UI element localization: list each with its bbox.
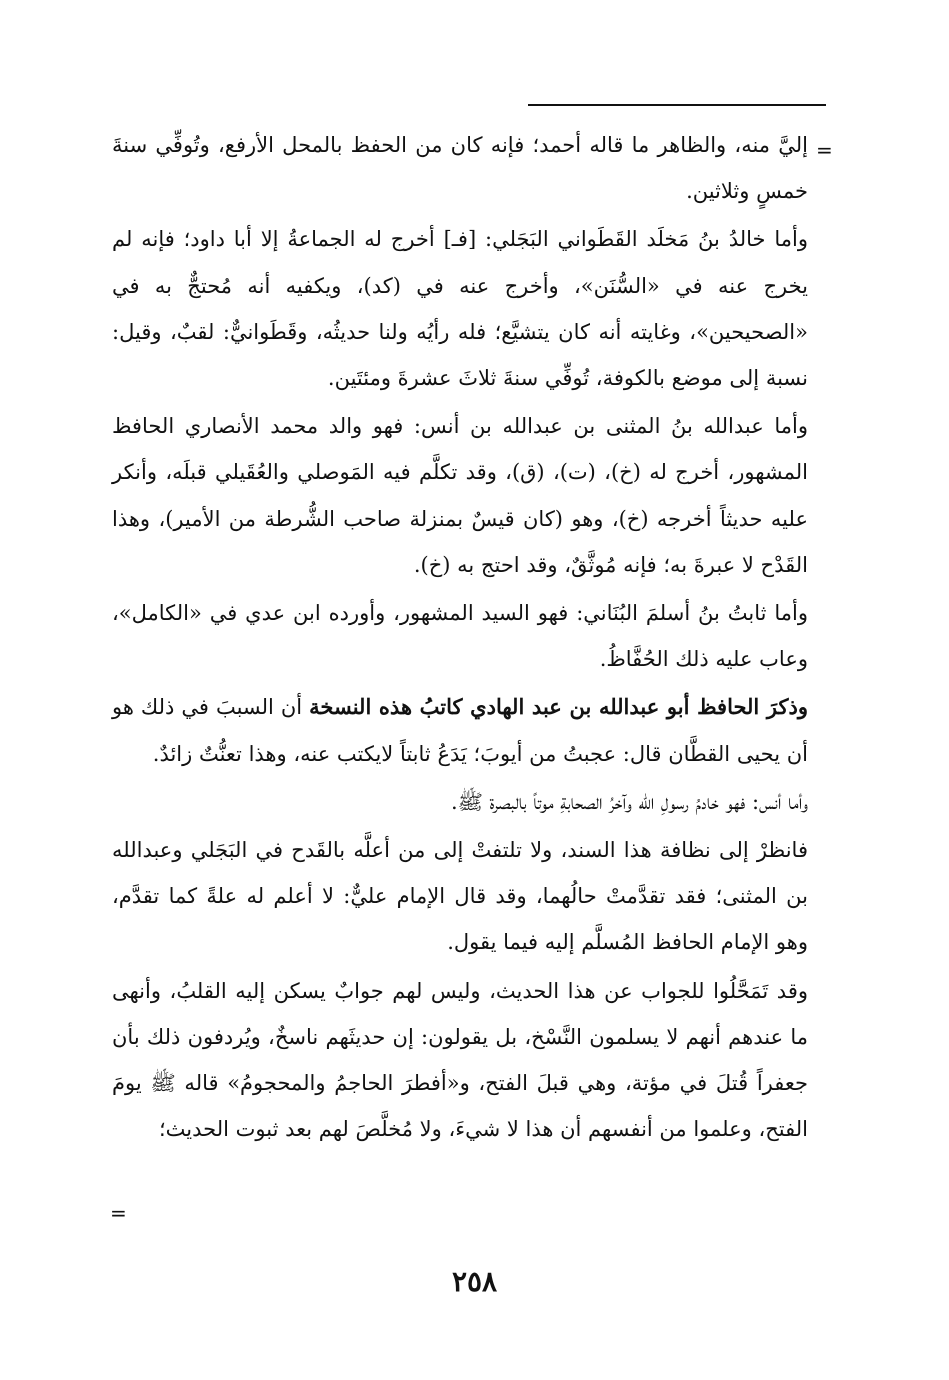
paragraph-responses: وقد تَمَحَّلُوا للجواب عن هذا الحديث، وليس لهم جوابٌ يسكن إليه القلبُ، وأنهى ما عندهم أنهم لا يسلمون النَّسْخ، بل يقولون: إن حديثَهم ناسخٌ، ويُردفون ذلك بأن جعفراً قُتلَ في مؤتة، وهي قبلَ الفتح، و«أفطرَ الحاجمُ والمحجومُ» قاله ﷺ يومَ الفتح، وعلموا من أنفسهم أن هذا لا شيءَ، ولا مُخلَّصَ لهم بعد ثبوت الحديث؛ [112, 978, 808, 1142]
page-text [112, 122, 808, 1152]
hafiz-note-regular: أن السببَ في ذلك هو [112, 695, 310, 720]
paragraph-abdullah: وأما عبدالله بنُ المثنى بن عبدالله بن أنس: فهو والد محمد الأنصاري الحافظ المشهور، أخرج له (خ)، (ت)، (ق)، وقد تكلَّم فيه المَوصلي والعُقَيلي قبلَه، وأنكر عليه حديثاً أخرجه (خ)، وهو (كان قيسٌ بمنزلة صاحب الشُّرطة من الأمير)، وهذا القَدْح لا عبرةَ به؛ فإنه مُوثَّقٌ، وقد احتج به (خ). [112, 414, 808, 577]
paragraph-anas: وأما أنس: فهو خادمُ رسولِ الله وآخرُ الصحابةِ موتاً بالبصرة ﷺ. [451, 789, 808, 814]
paragraph-thabit: وأما ثابتُ بنُ أسلمَ البُنَاني: فهو السيد المشهور، وأورده ابن عدي في «الكامل»، وعاب عليه ذلك الحُفَّاظُ. [112, 601, 808, 672]
paragraph-hafiz-note [112, 684, 808, 776]
paragraph-isnad: فانظرْ إلى نظافة هذا السند، ولا تلتفتْ إلى من أعلَّه بالقَدح في البَجَلي وعبدالله بن المثنى؛ فقد تقدَّمتْ حالُهما، وقد قال الإمام عليٌّ: لا أعلم له علةً كما تقدَّم، وهو الإمام الحافظ المُسلَّم إليه فيما يقول. [112, 838, 808, 955]
hafiz-note-bold: وذكرَ الحافظ أبو عبدالله بن عبد الهادي كاتبُ هذه النسخة [309, 694, 808, 720]
footnote-separator-rule [528, 104, 826, 106]
hafiz-note-continuation: أن يحيى القطَّان قال: عجبتُ من أيوبَ؛ يَدَعُ ثابتاً لايكتب عنه، وهذا تعنُّتٌ زائدٌ. [152, 741, 808, 766]
paragraph-khalid: وأما خالدُ بنُ مَخلَد القَطَواني البَجَلي: [فـ] أخرج له الجماعةُ إلا أبا داود؛ فإنه لم يخرج عنه في «السُّنَن»، وأخرج عنه في (كد)، ويكفيه أنه مُحتجٌّ به في «الصحيحين»، وغايته أنه كان يتشيَّع؛ فله رأيُه ولنا حديثُه، وقَطَوانيٌّ: لقبٌ، وقيل: نسبة إلى موضع بالكوفة، تُوفِّي سنةَ ثلاثَ عشرةَ ومئتَين. [112, 227, 808, 391]
paragraph-1: إليَّ منه، والظاهر ما قاله أحمد؛ فإنه كان من الحفظ بالمحل الأرفع، وتُوفِّي سنةَ خمسٍ وثلاثين. [112, 133, 808, 204]
continuation-mark-end: = [110, 1201, 127, 1225]
page-number: ٢٥٨ [451, 1265, 498, 1298]
continuation-mark-start: = [816, 138, 833, 162]
